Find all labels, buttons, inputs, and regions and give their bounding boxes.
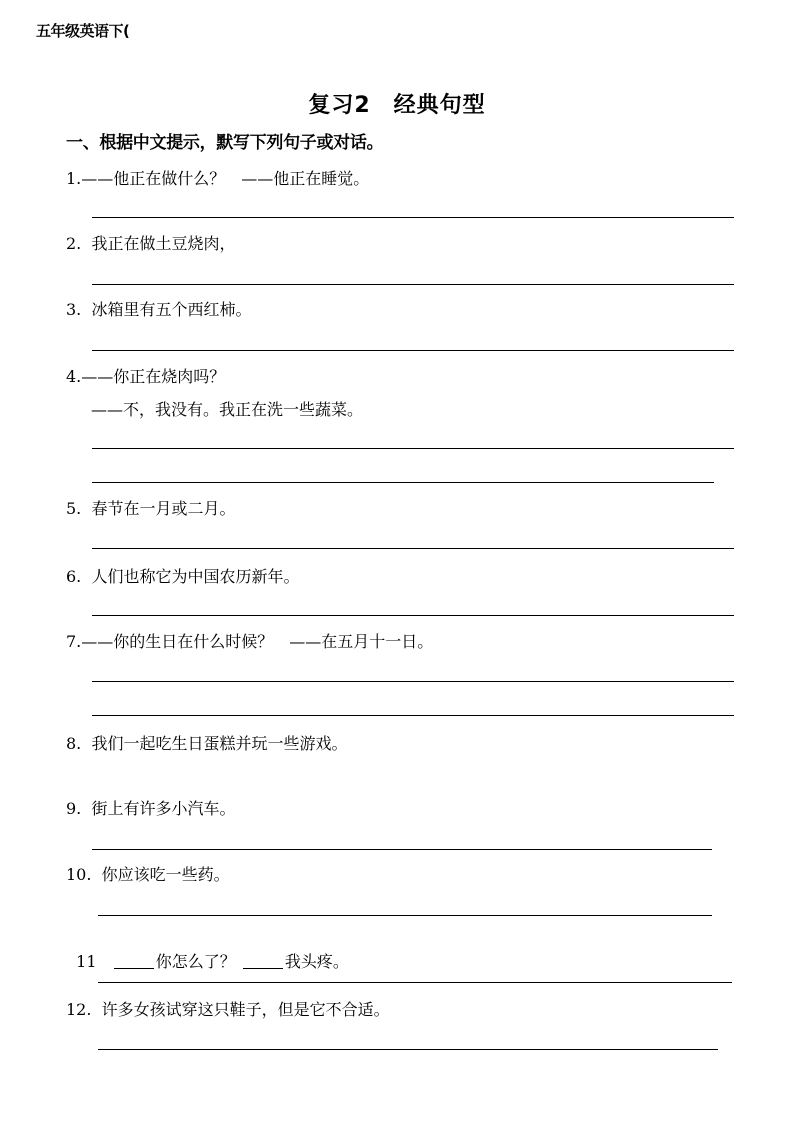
question-11-part-a: 你怎么了？: [155, 952, 236, 971]
answer-line-7b[interactable]: [92, 715, 734, 716]
question-11-part-b: 我头疼。: [284, 952, 349, 971]
question-11-number: 11: [76, 952, 97, 971]
question-9: 9. 街上有许多小汽车。: [66, 799, 236, 818]
blank-11b[interactable]: [243, 954, 283, 969]
section-heading: 一、根据中文提示，默写下列句子或对话。: [66, 133, 384, 153]
question-5: 5. 春节在一月或二月。: [66, 499, 236, 518]
answer-line-3[interactable]: [92, 350, 734, 351]
question-11: [66, 930, 349, 972]
question-8: 8. 我们一起吃生日蛋糕并玩一些游戏。: [66, 734, 348, 753]
answer-line-4a[interactable]: [92, 448, 734, 449]
question-3: 3. 冰箱里有五个西红柿。: [66, 300, 252, 319]
question-10: 10. 你应该吃一些药。: [66, 865, 230, 884]
answer-line-10[interactable]: [98, 915, 712, 916]
question-4-line-a: 4.——你正在烧肉吗？: [66, 367, 226, 386]
answer-line-5[interactable]: [92, 548, 734, 549]
question-2: 2. 我正在做土豆烧肉，: [66, 234, 236, 253]
answer-line-12[interactable]: [98, 1049, 718, 1050]
blank-11a[interactable]: [114, 954, 154, 969]
question-4-line-b: ——不，我没有。我正在洗一些蔬菜。: [91, 400, 364, 419]
answer-line-9[interactable]: [92, 849, 712, 850]
answer-line-6[interactable]: [92, 615, 734, 616]
question-1: 1.——他正在做什么？ ——他正在睡觉。: [66, 169, 370, 188]
answer-line-11[interactable]: [98, 982, 732, 983]
page-title: 复习2 经典句型: [308, 93, 486, 118]
question-12: 12. 许多女孩试穿这只鞋子，但是它不合适。: [66, 1000, 390, 1019]
answer-line-7a[interactable]: [92, 681, 734, 682]
answer-line-1[interactable]: [92, 217, 734, 218]
answer-line-2[interactable]: [92, 284, 734, 285]
document-header: 五年级英语下(: [36, 22, 130, 40]
answer-line-4b[interactable]: [92, 482, 714, 483]
question-7: 7.——你的生日在什么时候？ ——在五月十一日。: [66, 632, 434, 651]
question-6: 6. 人们也称它为中国农历新年。: [66, 567, 300, 586]
